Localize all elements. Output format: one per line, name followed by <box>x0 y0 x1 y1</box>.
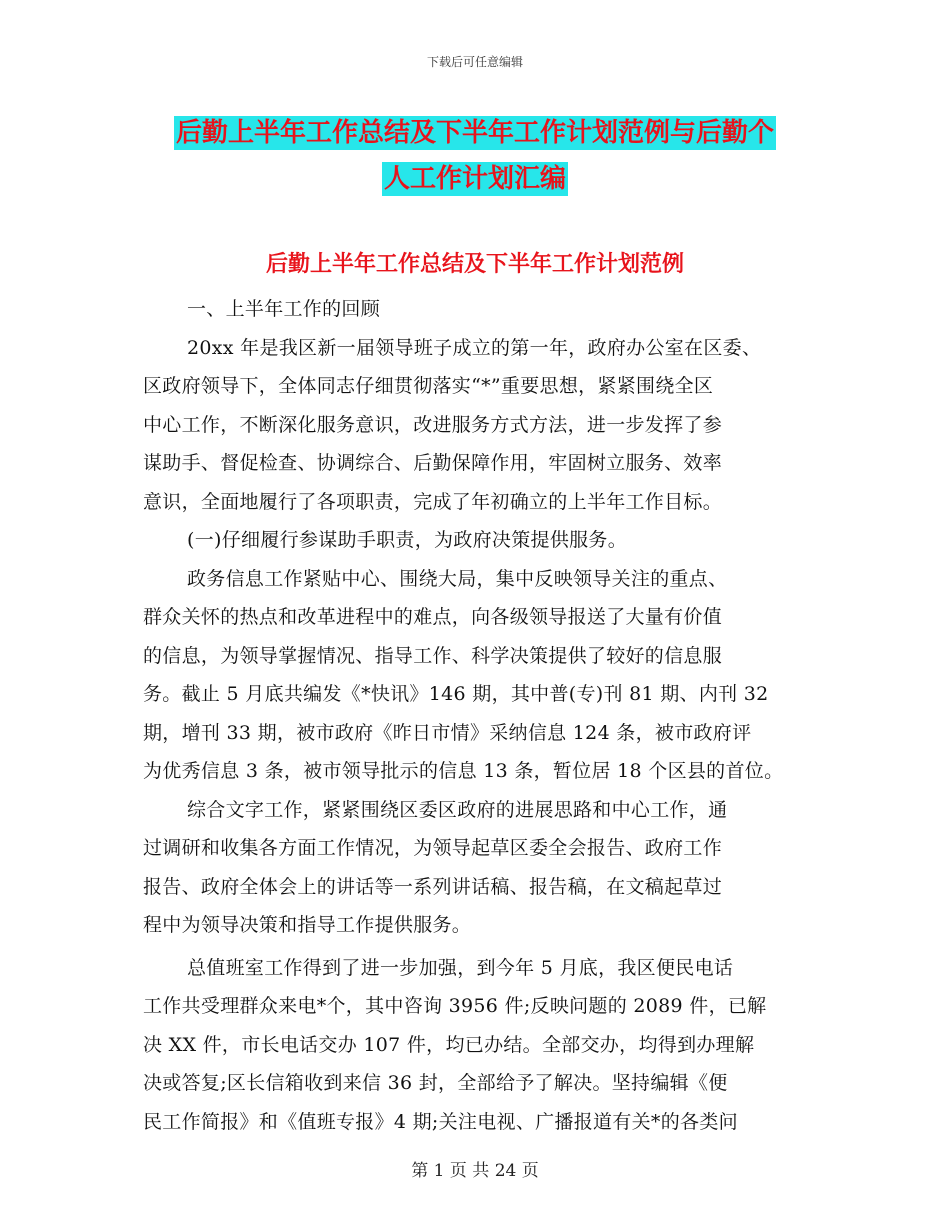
text-line: 中心工作，不断深化服务意识，改进服务方式方法，进一步发挥了参 <box>143 413 723 436</box>
subsection-heading: (一)仔细履行参谋助手职责，为政府决策提供服务。 <box>187 529 628 551</box>
text-line: 群众关怀的热点和改革进程中的难点，向各级领导报送了大量有价值 <box>143 606 723 628</box>
text-line: 民工作简报》和《值班专报》4 期;关注电视、广播报道有关*的各类问 <box>143 1110 738 1133</box>
document-title <box>0 110 950 202</box>
text-line: 决 XX 件，市长电话交办 107 件，均已办结。全部交办，均得到办理解 <box>143 1033 755 1056</box>
text-line: 报告、政府全体会上的讲话等一系列讲话稿、报告稿，在文稿起草过 <box>143 875 723 898</box>
text-line: 期，增刊 33 期，被市政府《昨日市情》采纳信息 124 条，被市政府评 <box>143 721 752 744</box>
text-line: 工作共受理群众来电*个，其中咨询 3956 件;反映问题的 2089 件，已解 <box>143 995 767 1017</box>
text-line: 务。截止 5 月底共编发《*快讯》146 期，其中普(专)刊 81 期、内刊 32 <box>143 683 769 705</box>
text-line: 政务信息工作紧贴中心、围绕大局，集中反映领导关注的重点、 <box>187 567 728 590</box>
text-line: 程中为领导决策和指导工作提供服务。 <box>143 914 472 936</box>
text-line: 谋助手、督促检查、协调综合、后勤保障作用，牢固树立服务、效率 <box>143 452 723 474</box>
title-line-1: 后勤上半年工作总结及下半年工作计划范例与后勤个 <box>175 118 774 148</box>
text-line: 综合文字工作，紧紧围绕区委区政府的进展思路和中心工作，通 <box>187 798 728 821</box>
title-line-2: 人工作计划汇编 <box>383 164 566 194</box>
section-heading: 一、上半年工作的回顾 <box>187 298 381 320</box>
text-line: 的信息，为领导掌握情况、指导工作、科学决策提供了较好的信息服 <box>143 644 723 667</box>
body-text <box>143 290 818 1141</box>
page-footer: 第 1 页 共 24 页 <box>411 1161 539 1181</box>
text-line: 总值班室工作得到了进一步加强，到今年 5 月底，我区便民电话 <box>187 956 734 979</box>
header-note: 下载后可任意编辑 <box>426 55 523 69</box>
text-line: 意识，全面地履行了各项职责，完成了年初确立的上半年工作目标。 <box>143 490 723 513</box>
text-line: 为优秀信息 3 条，被市领导批示的信息 13 条，暂位居 18 个区县的首位。 <box>143 760 784 782</box>
section-title: 后勤上半年工作总结及下半年工作计划范例 <box>265 252 684 277</box>
text-line: 区政府领导下，全体同志仔细贯彻落实“*”重要思想，紧紧围绕全区 <box>143 375 714 397</box>
text-line: 过调研和收集各方面工作情况，为领导起草区委全会报告、政府工作 <box>143 837 723 859</box>
text-line: 决或答复;区长信箱收到来信 36 封，全部给予了解决。坚持编辑《便 <box>143 1072 728 1094</box>
text-line: 20xx 年是我区新一届领导班子成立的第一年，政府办公室在区委、 <box>187 336 762 359</box>
